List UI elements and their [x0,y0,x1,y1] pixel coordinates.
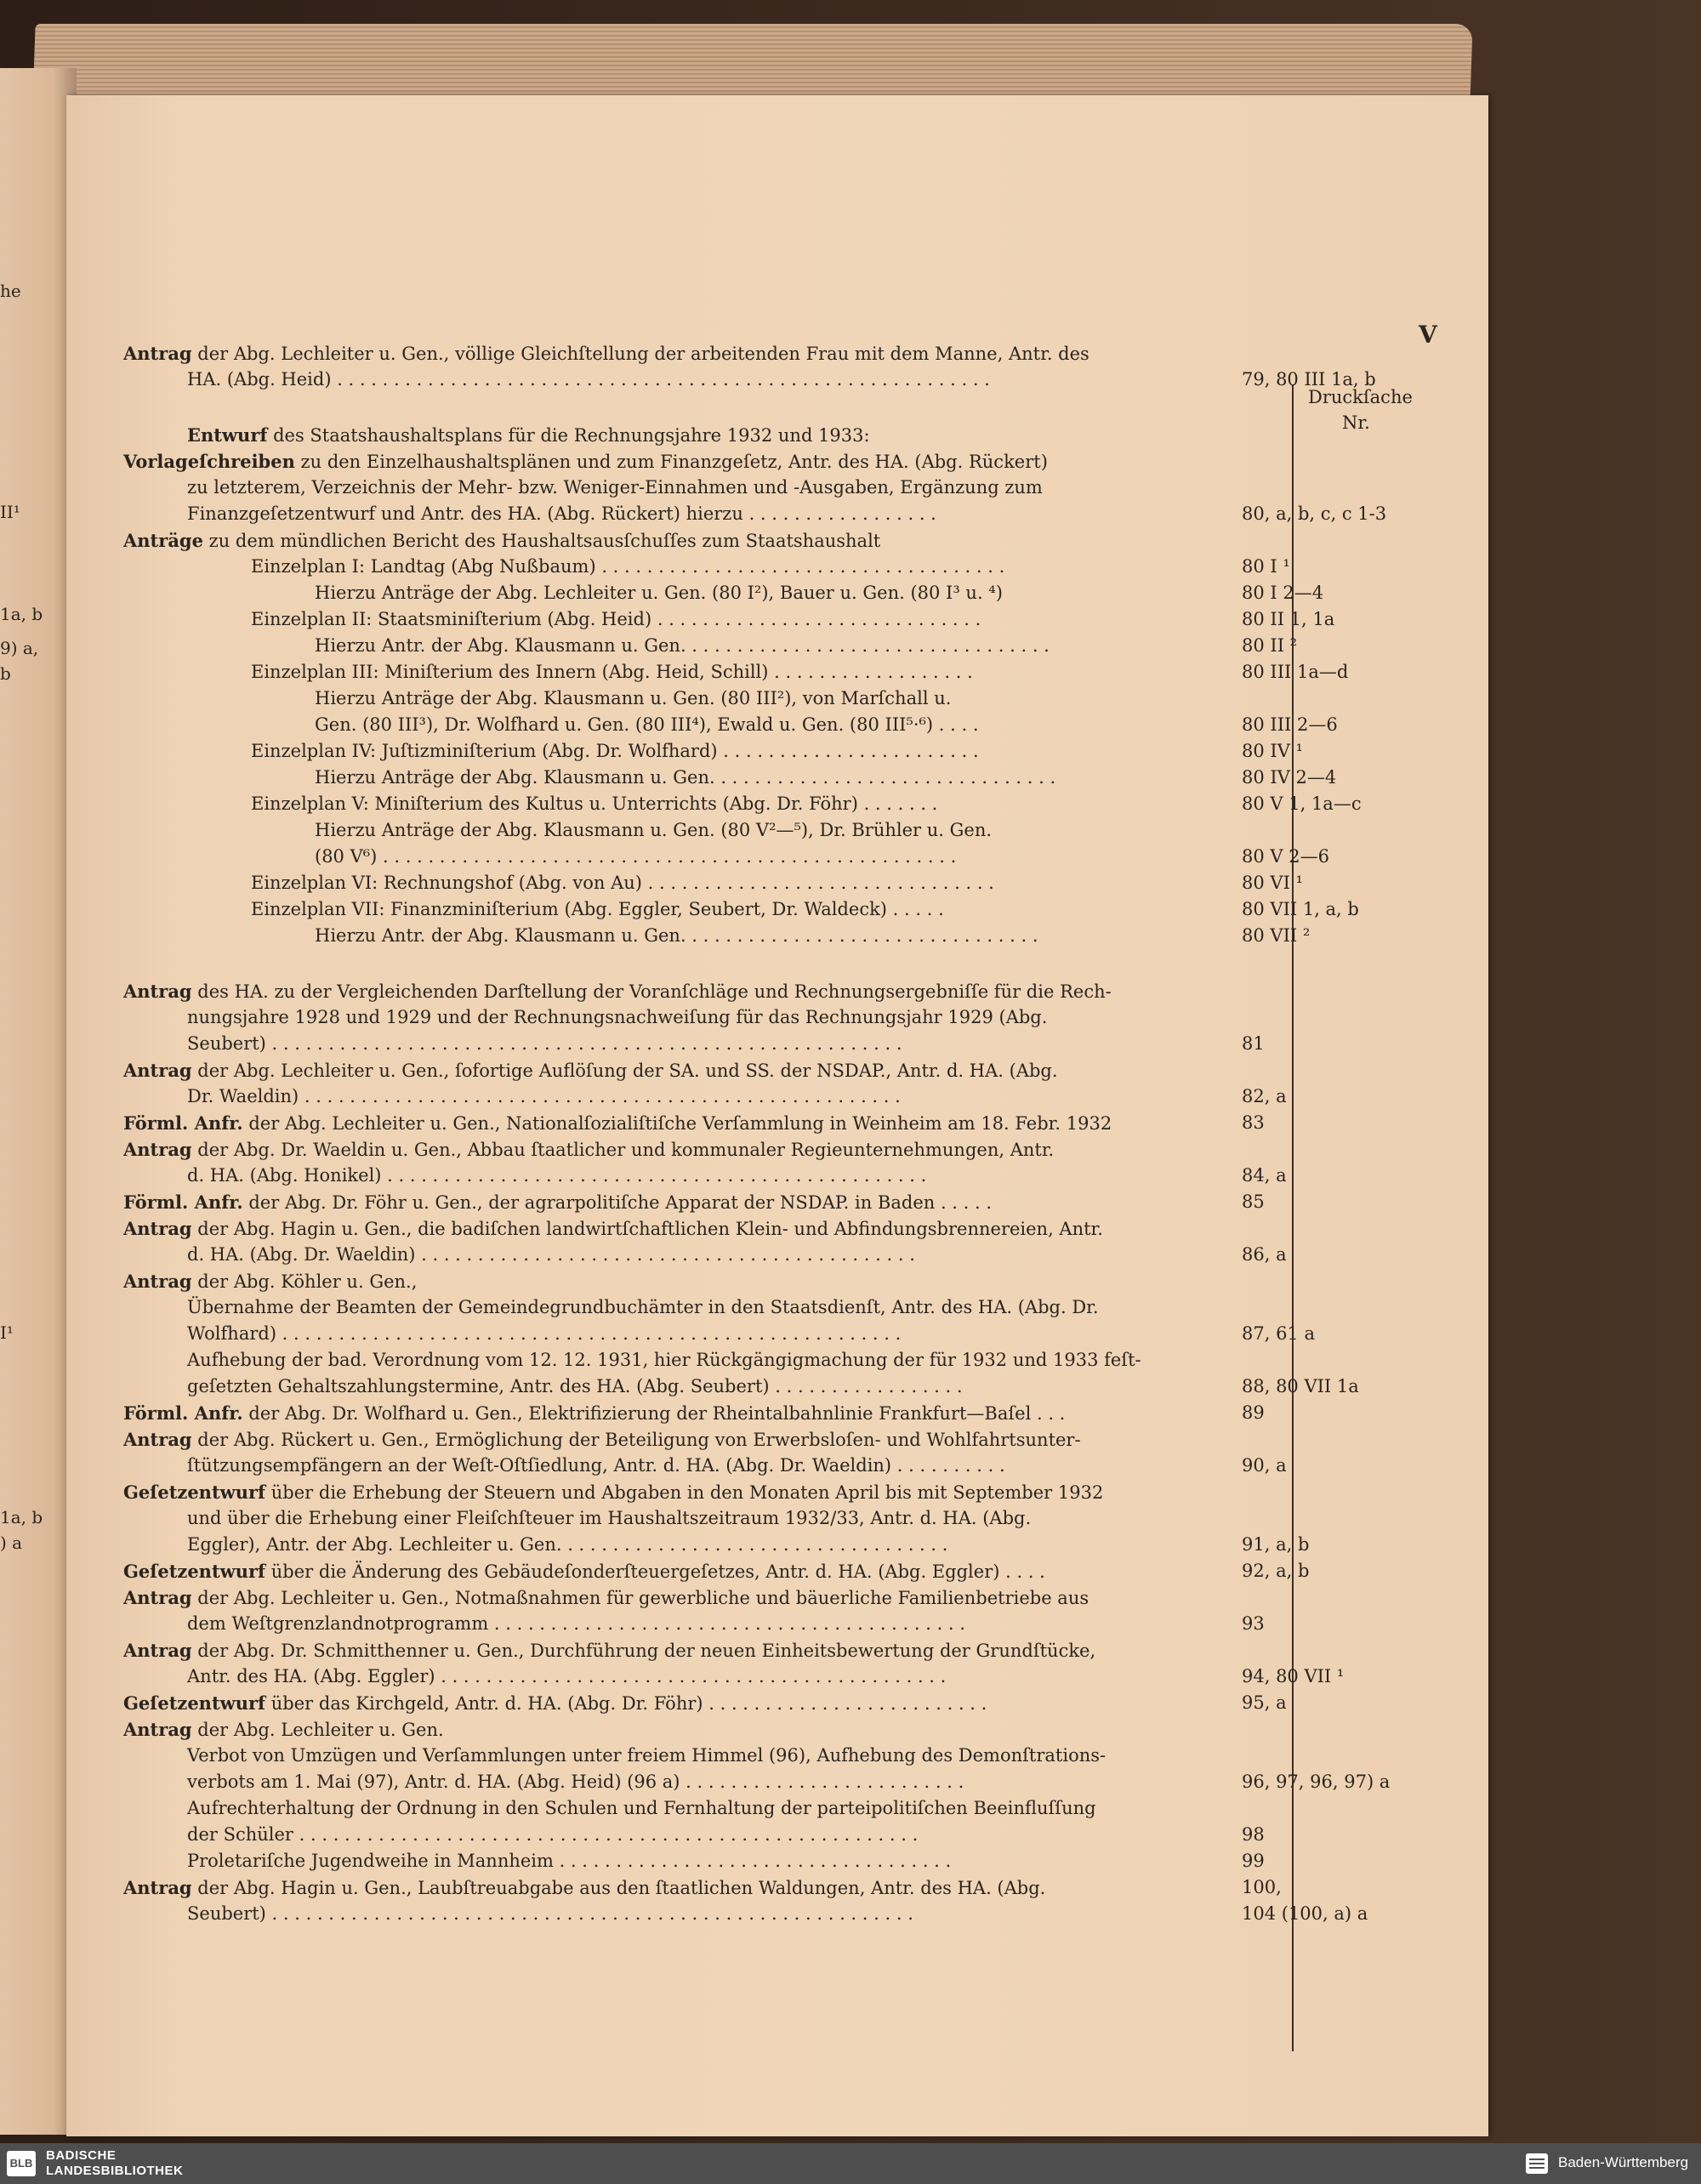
entry-text [123,896,944,923]
entry-text [123,1031,902,1057]
entry-lead: Förml. Anfr. [123,1112,243,1134]
entry-lead: Antrag [123,1271,192,1292]
entry-body: der Abg. Dr. Schmitthenner u. Gen., Durchführung der neuen Einheitsbewertung der Grundſtücke, [191,1641,1096,1661]
entry-text [123,1268,417,1295]
entry-row [123,1822,1265,1848]
entry-row [123,1426,1229,1453]
druckschrift-number: 88, 80 VII 1a [1242,1376,1359,1396]
entry-body: der Abg. Lechleiter u. Gen., ſofortige Auflöſung der SA. und SS. der NSDAP., Antr. d. HA. (Abg. [191,1061,1058,1081]
entry-body: HA. (Abg. Heid) . . . . . . . . . . . . . . . . . . . . . . . . . . . . . . . . . . . . . . . . . . . . . . . . . . . . . . . . . . [187,369,990,390]
entry-text [123,422,870,449]
blb-logo: BLB [7,2151,36,2176]
left-page-fragment: I¹ [0,1322,14,1343]
entry-lead: Förml. Anfr. [123,1192,243,1213]
entry-lead: Anträge [123,530,203,551]
entry-body: zu den Einzelhaushaltsplänen und zum Finanzgeſetz, Antr. des HA. (Abg. Rückert) [294,452,1048,472]
entry-body: der Abg. Dr. Waeldin u. Gen., Abbau ſtaatlicher und kommunaler Regieunternehmungen, Antr. [191,1140,1055,1160]
entry-row [123,765,1337,791]
entry-row [123,1874,1282,1901]
entry-row [123,501,1387,527]
druckschrift-number: 82, a [1242,1086,1287,1106]
entry-lead: Geſetzentwurf [123,1692,266,1714]
entry-row [123,1189,1265,1215]
entry-body: des Staatshaushaltsplans für die Rechnungsjahre 1932 und 1933: [267,425,870,446]
entry-text [123,1294,1099,1321]
druckschrift-number: 81 [1242,1033,1265,1054]
left-page-fragment: 1a, b [0,1507,43,1527]
entry-body: der Abg. Lechleiter u. Gen., Notmaßnahmen für gewerbliche und bäuerliche Familienbetriebe aus [191,1588,1089,1608]
entry-body: geſetzten Gehaltszahlungstermine, Antr. des HA. (Abg. Seubert) . . . . . . . . . . . . . . . . . [187,1376,963,1396]
entry-body: der Abg. Dr. Föhr u. Gen., der agrarpolitiſche Apparat der NSDAP. in Baden . . . . . [242,1192,993,1213]
druckschrift-number: 104 (100, a) a [1242,1903,1368,1924]
entry-row [123,340,1229,367]
entry-text [123,1611,965,1637]
entry-row [123,1215,1229,1242]
column-header-line2: Nr. [1342,412,1370,433]
entry-row [123,1769,1391,1795]
entry-body: Hierzu Anträge der Abg. Klausmann u. Gen. . . . . . . . . . . . . . . . . . . . . . . . . . . . . . . [315,767,1056,788]
entry-row [123,659,1349,685]
entry-text [123,554,1004,580]
druckschrift-number: 99 [1242,1851,1265,1871]
entry-text [123,1822,918,1848]
left-page-fragment: he [0,281,21,301]
entry-body: Hierzu Antr. der Abg. Klausmann u. Gen. . . . . . . . . . . . . . . . . . . . . . . . . . . . . . . . [315,925,1038,946]
entry-body: Verbot von Umzügen und Verſammlungen unter freiem Himmel (96), Aufhebung des Demonſtrations- [187,1745,1107,1766]
entry-row [123,1347,1229,1374]
entry-row [123,870,1303,896]
entry-text [123,1400,1065,1427]
entry-body: der Abg. Dr. Wolfhard u. Gen., Elektrifizierung der Rheintalbahnlinie Frankfurt—Baſel . . . [242,1403,1066,1424]
entry-body: Seubert) . . . . . . . . . . . . . . . . . . . . . . . . . . . . . . . . . . . . . . . . . . . . . . . . . . . . . . . . [187,1033,902,1054]
entry-text [123,501,936,527]
entry-body: und über die Erhebung einer Fleiſchſteuer im Haushaltszeitraum 1932/33, Antr. d. HA. (Abg. [187,1508,1032,1528]
entry-row [123,978,1229,1004]
entry-text [123,712,979,738]
entry-row [123,1637,1229,1664]
entry-body: Einzelplan II: Staatsminiſterium (Abg. Heid) . . . . . . . . . . . . . . . . . . . . . . . . . . . . . [251,609,981,629]
entry-body: der Abg. Lechleiter u. Gen., Nationalſozialiſtiſche Verſammlung in Weinheim am 18. Febr. 1932 [242,1113,1112,1134]
entry-body: Proletariſche Jugendweihe in Mannheim . . . . . . . . . . . . . . . . . . . . . . . . . . . . . . . . . . . [187,1851,952,1871]
entry-body: d. HA. (Abg. Dr. Waeldin) . . . . . . . . . . . . . . . . . . . . . . . . . . . . . . . . . . . . . . . . . . . . [187,1244,915,1265]
entry-body: des HA. zu der Vergleichenden Darſtellung der Voranſchläge und Rechnungsergebniſſe für die Rech- [191,981,1112,1002]
entry-text [123,527,880,555]
library-name-line2: LANDESBIBLIOTHEK [46,2164,184,2178]
entry-row [123,527,1229,554]
entry-text [123,765,1055,791]
entry-body: (80 V⁶) . . . . . . . . . . . . . . . . . . . . . . . . . . . . . . . . . . . . . . . . . . . . . . . . . . . [315,846,957,867]
entry-spacer [123,949,1229,978]
entry-row [123,844,1329,870]
entry-text [123,475,1043,501]
entry-text [123,1057,1058,1084]
entry-body: der Abg. Lechleiter u. Gen. [191,1720,444,1740]
druckschrift-number: 80 VI ¹ [1242,873,1303,893]
druckschrift-number: 80 I ¹ [1242,556,1290,577]
druckschrift-number: 80 IV ¹ [1242,741,1303,761]
entry-body: Einzelplan I: Landtag (Abg Nußbaum) . . . . . . . . . . . . . . . . . . . . . . . . . . . . . . . . . . . . [251,556,1005,577]
entry-body: zu letzterem, Verzeichnis der Mehr- bzw. Weniger-Einnahmen und -Ausgaben, Ergänzung zum [187,477,1043,498]
entry-body: Übernahme der Beamten der Gemeindegrundbuchämter in den Staatsdienſt, Antr. des HA. (Abg. Dr. [187,1297,1099,1317]
entry-body: ſtützungsempfängern an der Weſt-Oſtſiedlung, Antr. d. HA. (Abg. Dr. Waeldin) . . . . . . . . . . [187,1455,1005,1476]
entry-text [123,1426,1081,1453]
entry-row [123,738,1303,765]
entry-lead: Vorlageſchreiben [123,451,295,472]
entry-row [123,712,1338,738]
entry-lead: Förml. Anfr. [123,1402,243,1424]
entry-row [123,1268,1229,1294]
druckschrift-number: 86, a [1242,1244,1287,1265]
entry-lead: Geſetzentwurf [123,1561,266,1582]
entry-body: über die Änderung des Gebäudeſonderſteuergeſetzes, Antr. d. HA. (Abg. Eggler) . . . . [265,1561,1045,1582]
entry-body: Eggler), Antr. der Abg. Lechleiter u. Gen. . . . . . . . . . . . . . . . . . . . . . . . . . . . . . . . . . . [187,1534,948,1555]
entry-row [123,1716,1229,1743]
entry-body: der Abg. Hagin u. Gen., Laubſtreuabgabe aus den ſtaatlichen Waldungen, Antr. des HA. (Abg. [191,1878,1046,1898]
druckschrift-number: 80 II ² [1242,635,1298,656]
entry-text [123,1637,1095,1664]
entry-row [123,896,1359,923]
druckschrift-number: 83 [1242,1112,1265,1133]
druckschrift-number: 80 III 2—6 [1242,714,1338,735]
entry-row [123,367,1376,393]
entry-row [123,1901,1368,1927]
entry-row [123,1110,1265,1136]
entry-row [123,1848,1265,1874]
entry-text [123,340,1089,367]
entry-text [123,923,1038,949]
entry-text [123,1189,992,1216]
region-name: Baden-Württemberg [1558,2154,1689,2170]
left-page-fragment: 9) a, [0,638,39,658]
entry-body: der Abg. Hagin u. Gen., die badiſchen landwirtſchaftlichen Klein- und Abfindungsbrennereien, Antr. [191,1219,1103,1239]
druckschrift-number: 100, [1242,1877,1282,1897]
druckschrift-number: 87, 61 a [1242,1323,1315,1344]
druckschrift-number: 91, a, b [1242,1534,1310,1555]
entry-row [123,1558,1310,1584]
druckschrift-number: 80 III 1a—d [1242,662,1349,682]
entry-body: Wolfhard) . . . . . . . . . . . . . . . . . . . . . . . . . . . . . . . . . . . . . . . . . . . . . . . . . . . . . . . [187,1323,902,1344]
entry-lead: Antrag [123,1640,192,1661]
entry-text [123,448,1048,475]
entry-body: der Schüler . . . . . . . . . . . . . . . . . . . . . . . . . . . . . . . . . . . . . . . . . . . . . . . . . . . . . . . [187,1824,919,1845]
entry-body: dem Weſtgrenzlandnotprogramm . . . . . . . . . . . . . . . . . . . . . . . . . . . . . . . . . . . . . . . . . . [187,1613,965,1634]
entry-text [123,1795,1096,1822]
entry-text [123,1321,901,1347]
entry-body: Hierzu Anträge der Abg. Klausmann u. Gen. (80 III²), von Marſchall u. [315,688,952,708]
left-page-fragment: ) a [0,1533,23,1553]
entry-text [123,1532,947,1558]
entry-body: Einzelplan III: Miniſterium des Innern (Abg. Heid, Schill) . . . . . . . . . . . . . . . . . . [251,662,973,682]
druckschrift-number: 80 VII ² [1242,925,1311,946]
entry-text [123,1374,963,1400]
entry-row [123,1242,1287,1268]
entry-body: Gen. (80 III³), Dr. Wolfhard u. Gen. (80 III⁴), Ewald u. Gen. (80 III⁵·⁶) . . . . [315,714,979,735]
entry-text [123,1690,987,1717]
entry-text [123,1558,1045,1585]
entry-text [123,1743,1106,1769]
entry-text [123,633,1050,659]
entry-row [123,1294,1229,1321]
entry-body: Einzelplan VII: Finanzminiſterium (Abg. Eggler, Seubert, Dr. Waldeck) . . . . . [251,899,944,919]
left-page-fragment: II¹ [0,502,20,522]
entry-body: Antr. des HA. (Abg. Eggler) . . . . . . . . . . . . . . . . . . . . . . . . . . . . . . . . . . . . . . . . . . . . . [187,1666,947,1686]
entry-row [123,1031,1265,1057]
druckschrift-number: 80 IV 2—4 [1242,767,1337,788]
entry-body: Dr. Waeldin) . . . . . . . . . . . . . . . . . . . . . . . . . . . . . . . . . . . . . . . . . . . . . . . . . . . . . [187,1086,901,1106]
page-edges-top [32,24,1472,105]
entry-body: Aufrechterhaltung der Ordnung in den Schulen und Fernhaltung der parteipolitiſchen Beeinfluſſung [187,1798,1096,1818]
entry-text [123,1163,926,1189]
entry-row [123,1163,1287,1189]
entry-body: der Abg. Rückert u. Gen., Ermöglichung der Beteiligung von Erwerbsloſen- und Wohlfahrtsunter- [191,1430,1081,1450]
entry-lead: Antrag [123,1877,192,1898]
entry-lead: Entwurf [187,424,268,446]
entry-body: Hierzu Antr. der Abg. Klausmann u. Gen. . . . . . . . . . . . . . . . . . . . . . . . . . . . . . . . . [315,635,1050,656]
entry-lead: Geſetzentwurf [123,1482,266,1503]
druckschrift-number: 80, a, b, c, c 1-3 [1242,503,1387,524]
entry-text [123,580,1003,606]
entry-text [123,1769,964,1795]
entry-lead: Antrag [123,1060,192,1081]
druckschrift-number: 95, a [1242,1692,1287,1713]
entry-text [123,1874,1045,1902]
entry-lead: Antrag [123,981,192,1002]
druckschrift-number: 93 [1242,1613,1265,1634]
entry-row [123,1584,1229,1611]
entry-row [123,1532,1310,1558]
entry-text [123,606,981,633]
entry-row [123,422,1229,448]
entry-row [123,1136,1229,1163]
entry-row [123,1004,1229,1031]
entry-text [123,1347,1141,1374]
entry-text [123,817,992,844]
entry-text [123,844,956,870]
entry-text [123,1136,1054,1163]
druckschrift-number: 80 II 1, 1a [1242,609,1335,629]
left-page-edge [0,68,77,2135]
entry-text [123,1584,1089,1612]
entry-text [123,1479,1103,1506]
entry-body: Einzelplan IV: Juſtizminiſterium (Abg. Dr. Wolfhard) . . . . . . . . . . . . . . . . . . . . . . . [251,741,979,761]
entry-body: nungsjahre 1928 und 1929 und der Rechnungsnachweiſung für das Rechnungsjahr 1929 (Abg. [187,1007,1048,1027]
entry-body: Hierzu Anträge der Abg. Lechleiter u. Gen. (80 I²), Bauer u. Gen. (80 I³ u. ⁴) [315,583,1003,603]
entry-text [123,1215,1103,1243]
entry-lead: Antrag [123,1719,192,1740]
entry-text [123,1848,951,1874]
entry-body: Seubert) . . . . . . . . . . . . . . . . . . . . . . . . . . . . . . . . . . . . . . . . . . . . . . . . . . . . . . . . . [187,1903,913,1924]
entry-row [123,1479,1229,1505]
druckschrift-number: 85 [1242,1192,1265,1212]
entry-spacer [123,393,1229,422]
entry-body: der Abg. Lechleiter u. Gen., völlige Gleichſtellung der arbeitenden Frau mit dem Manne, Antr. des [191,344,1089,364]
druckschrift-number: 84, a [1242,1165,1287,1186]
entry-row [123,1057,1229,1083]
entry-text [123,1083,901,1110]
entry-row [123,475,1229,501]
entry-lead: Antrag [123,1429,192,1450]
druckschrift-number: 80 V 2—6 [1242,846,1329,867]
entry-body: d. HA. (Abg. Honikel) . . . . . . . . . . . . . . . . . . . . . . . . . . . . . . . . . . . . . . . . . . . . . . . . [187,1165,927,1186]
entry-row [123,817,1229,844]
entry-body: zu dem mündlichen Bericht des Haushaltsausſchuſſes zum Staatshaushalt [202,531,881,551]
entry-row [123,791,1362,817]
entry-text [123,1453,1005,1479]
druckschrift-number: 80 VII 1, a, b [1242,899,1359,919]
entry-row [123,1321,1315,1347]
entry-row [123,923,1311,949]
entry-row [123,1083,1287,1110]
entry-text [123,978,1112,1005]
druckschrift-number: 80 V 1, 1a—c [1242,793,1362,814]
entry-text [123,1242,915,1268]
druckschrift-number: 92, a, b [1242,1561,1310,1581]
entry-lead: Antrag [123,343,192,364]
entry-body: Finanzgeſetzentwurf und Antr. des HA. (Abg. Rückert) hierzu . . . . . . . . . . . . . . . . . [187,503,936,524]
entry-row [123,633,1298,659]
druckschrift-number: 94, 80 VII ¹ [1242,1666,1345,1686]
entry-body: Einzelplan V: Miniſterium des Kultus u. Unterrichts (Abg. Dr. Föhr) . . . . . . . [251,793,938,814]
entry-text [123,685,951,712]
druckschrift-number: 90, a [1242,1455,1287,1476]
entry-text [123,1110,1112,1137]
entry-body: über die Erhebung der Steuern und Abgaben in den Monaten April bis mit September 1932 [265,1482,1104,1503]
page-number: V [1419,321,1437,349]
entry-row [123,1611,1265,1637]
entry-lead: Antrag [123,1587,192,1608]
entry-row [123,685,1229,712]
entry-row [123,1453,1287,1479]
entry-body: der Abg. Köhler u. Gen., [191,1271,418,1292]
entry-row [123,1743,1229,1769]
library-name [46,2148,183,2179]
entry-row [123,448,1229,475]
entry-text [123,1664,946,1690]
druckschrift-number: 96, 97, 96, 97) a [1242,1772,1391,1792]
left-page-fragment: 1a, b [0,604,43,624]
left-page-fragment: b [0,663,11,684]
entry-body: verbots am 1. Mai (97), Antr. d. HA. (Abg. Heid) (96 a) . . . . . . . . . . . . . . . . . . . . . . . . . [187,1772,964,1792]
druckschrift-number: 79, 80 III 1a, b [1242,369,1376,390]
column-header-line1: Druckſache [1308,387,1413,407]
library-name-line1: BADISCHE [46,2148,117,2163]
entry-text [123,1505,1031,1532]
entry-text [123,738,979,765]
entry-text [123,1901,913,1927]
entry-text [123,367,990,393]
coat-of-arms-icon [1522,2152,1551,2175]
entry-row [123,606,1335,633]
entry-row [123,1664,1345,1690]
entry-text [123,659,973,685]
entry-text [123,870,994,896]
footer-bar [0,2143,1701,2184]
druckschrift-number: 98 [1242,1824,1265,1845]
entry-lead: Antrag [123,1139,192,1160]
entry-body: Hierzu Anträge der Abg. Klausmann u. Gen. (80 V²—⁵), Dr. Brühler u. Gen. [315,820,993,840]
entry-text [123,1004,1047,1031]
entry-body: über das Kirchgeld, Antr. d. HA. (Abg. Dr. Föhr) . . . . . . . . . . . . . . . . . . . . . . . . . [265,1693,987,1714]
entry-text [123,1716,444,1743]
entry-lead: Antrag [123,1218,192,1239]
entry-row [123,554,1290,580]
entry-row [123,1400,1265,1426]
entry-body: Aufhebung der bad. Verordnung vom 12. 12. 1931, hier Rückgängigmachung der für 1932 und 1933 feſt- [187,1350,1141,1370]
entry-row [123,1374,1359,1400]
entry-row [123,1795,1229,1822]
druckschrift-number: 89 [1242,1402,1265,1423]
entry-row [123,580,1324,606]
entry-text [123,791,937,817]
entry-body: Einzelplan VI: Rechnungshof (Abg. von Au) . . . . . . . . . . . . . . . . . . . . . . . . . . . . . . . [251,873,994,893]
entry-row [123,1505,1229,1532]
entry-row [123,1690,1287,1716]
druckschrift-number: 80 I 2—4 [1242,583,1324,603]
